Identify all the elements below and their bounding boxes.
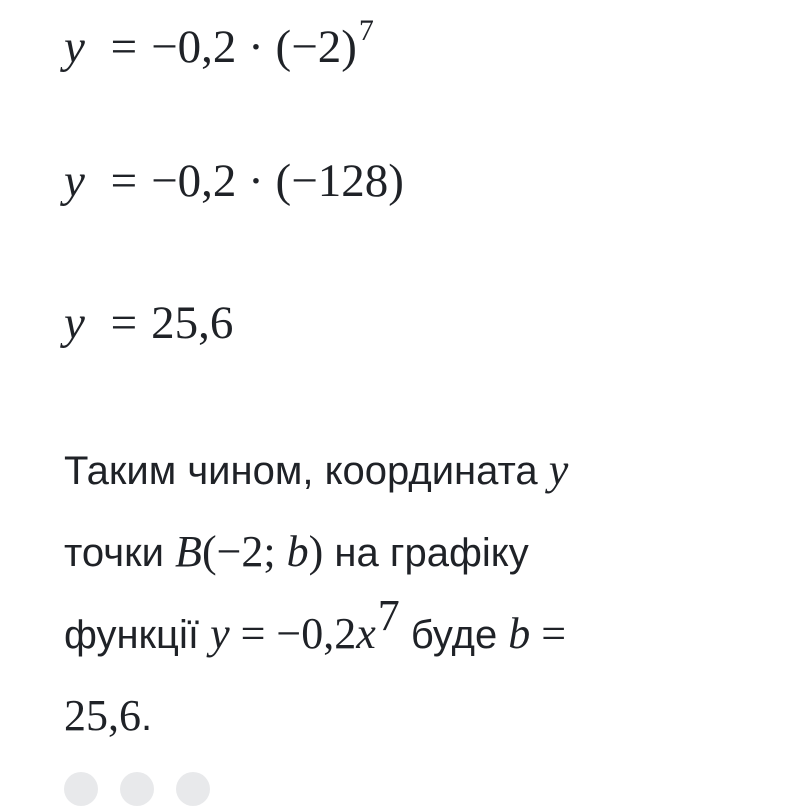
result-value: 25,6 bbox=[64, 691, 141, 740]
point-b: b bbox=[286, 527, 309, 576]
conclusion-line-1 bbox=[64, 430, 568, 512]
func-eq: = −0,2 bbox=[229, 609, 357, 658]
eq1-equals: = bbox=[110, 21, 138, 73]
eq1-exponent: 7 bbox=[358, 14, 374, 47]
result-b: b bbox=[508, 609, 531, 658]
conclusion-text-3a: функції bbox=[64, 613, 211, 657]
eq3-equals: = bbox=[110, 297, 138, 349]
eq3-lhs: y bbox=[64, 297, 85, 349]
eq1-rhs: −0,2 · (−2) bbox=[151, 21, 357, 73]
point-name: B bbox=[175, 527, 202, 576]
result-equals: = bbox=[530, 609, 567, 658]
conclusion-text-1: Таким чином, координата bbox=[64, 449, 549, 493]
equation-2 bbox=[64, 155, 404, 207]
cut-off-icon bbox=[64, 772, 98, 806]
conclusion-text-3b: буде bbox=[399, 613, 509, 657]
cut-off-icon bbox=[120, 772, 154, 806]
eq1-lhs: y bbox=[64, 21, 85, 73]
func-x: x bbox=[356, 609, 376, 658]
point-close: ) bbox=[308, 527, 324, 576]
conclusion-line-3 bbox=[64, 591, 567, 676]
equation-1 bbox=[64, 16, 374, 71]
eq2-rhs: −0,2 · (−128) bbox=[151, 155, 404, 207]
conclusion-var-y: y bbox=[548, 445, 569, 494]
func-exponent: 7 bbox=[377, 591, 400, 640]
result-period: . bbox=[141, 695, 153, 739]
eq3-rhs: 25,6 bbox=[151, 297, 234, 349]
eq2-equals: = bbox=[110, 155, 138, 207]
func-y: y bbox=[210, 609, 230, 658]
cut-off-icon bbox=[176, 772, 210, 806]
eq2-lhs: y bbox=[64, 155, 85, 207]
equation-3 bbox=[64, 297, 234, 349]
conclusion-line-4 bbox=[64, 676, 152, 758]
conclusion-text-2b: на графіку bbox=[323, 531, 529, 575]
cut-off-toolbar bbox=[64, 772, 464, 802]
point-args: (−2; bbox=[201, 527, 287, 576]
conclusion-text-2a: точки bbox=[64, 531, 176, 575]
conclusion-line-2 bbox=[64, 512, 529, 594]
